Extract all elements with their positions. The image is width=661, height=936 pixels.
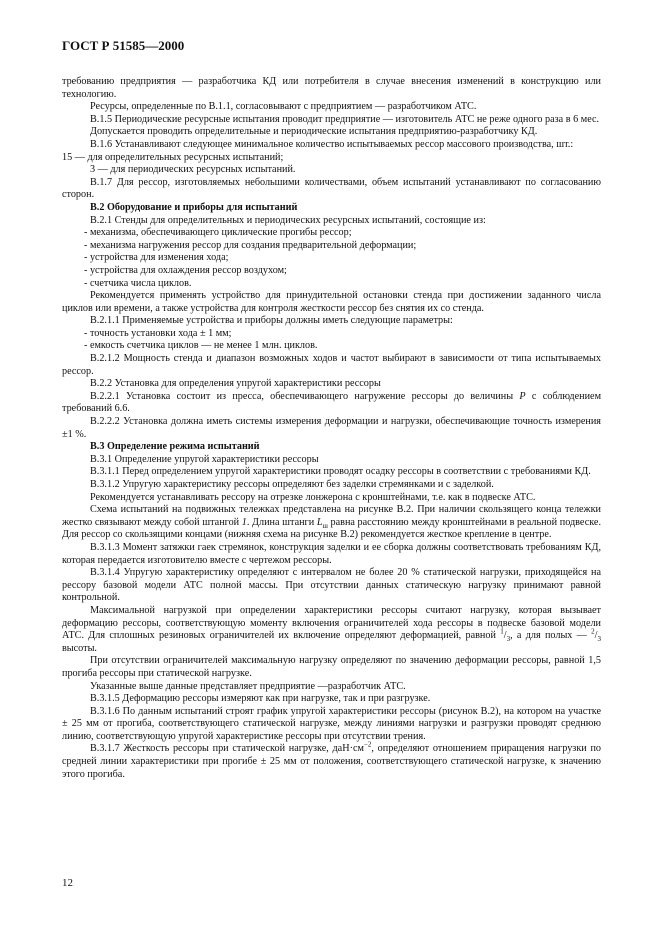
clause-b-3-1-3: В.3.1.3 Момент затяжки гаек стремянок, конструкция заделки и ее сборка должны соответствовать требованиям КД, которая передается изготовителю вместе с чертежом рессоры. [62, 541, 601, 566]
list-item: - механизма нагружения рессор для создания предварительной деформации; [84, 239, 417, 251]
paragraph: требованию предприятия — разработчика КД или потребителя в случае внесения изменений в конструкцию или технологию. [62, 76, 601, 100]
paragraph: Ресурсы, определенные по В.1.1, согласовывают с предприятием — разработчиком АТС. [90, 101, 477, 113]
clause-b-2-2-2: В.2.2.2 Установка должна иметь системы измерения деформации и нагрузки, обеспечивающие точность измерения ±1 %. [62, 416, 601, 440]
section-heading-b-2: В.2 Оборудование и приборы для испытаний [90, 201, 298, 213]
section-heading-b-3: В.3 Определение режима испытаний [90, 441, 260, 453]
list-item: - устройства для охлаждения рессор воздухом; [84, 264, 287, 276]
clause-b-1-5: В.1.5 Периодические ресурсные испытания проводит предприятие — изготовитель АТС не реже одного раза в 6 мес. [90, 113, 600, 125]
clause-b-3-1-7: В.3.1.7 Жесткость рессоры при статической нагрузке, $даН\cdot см^{-2}$, определяют отношением приращения нагрузки по средней линии характеристики при прогибе ± 25 мм от положения, соответствующего статической нагрузке, к значению этого прогиба. [62, 741, 602, 780]
paragraph: 3 — для периодических ресурсных испытаний. [90, 164, 296, 176]
clause-b-3-1-5: В.3.1.5 Деформацию рессоры измеряют как при нагрузке, так и при разгрузке. [90, 693, 431, 705]
list-item: - емкость счетчика циклов — не менее 1 млн. циклов. [84, 340, 318, 352]
list-item: - устройства для изменения хода; [84, 252, 229, 264]
clause-b-2-1-1: В.2.1.1 Применяемые устройства и приборы должны иметь следующие параметры: [90, 315, 453, 327]
paragraph: При отсутствии ограничителей максимальную нагрузку определяют по значению деформации рессоры, равной 1,5 прогиба рессоры при статической нагрузке. [62, 655, 601, 679]
paragraph: Допускается проводить определительные и периодические испытания предприятию-разработчику КД. [90, 126, 538, 138]
paragraph: Указанные выше данные представляет предприятие —разработчик АТС. [90, 680, 406, 692]
paragraph: Рекомендуется применять устройство для принудительной остановки стенда при достижении заданного числа циклов или времени, а также устройства для контроля жесткости рессор без снятия их со стенда. [62, 290, 601, 314]
clause-b-2-1-2: В.2.1.2 Мощность стенда и диапазон возможных ходов и частот выбирают в зависимости от типа испытываемых рессор. [62, 353, 601, 377]
clause-b-3-1: В.3.1 Определение упругой характеристики рессоры [90, 453, 319, 465]
paragraph: Схема испытаний на подвижных тележках представлена на рисунке В.2. При наличии скользящего конца тележки жестко связывают между собой штангой 1. Длина штанги $L_ш$ равна расстоянию между кронштейнами в реальной подвеске. Для рессор со скользящими концами (нижняя схема на рисунке В.2) рекомендуется жесткое крепление в центре. [62, 504, 601, 541]
clause-b-3-1-1: В.3.1.1 Перед определением упругой характеристики проводят осадку рессоры в соответствии с требованиями КД. [90, 466, 591, 478]
list-item: - счетчика числа циклов. [84, 277, 192, 289]
clause-b-1-7: В.1.7 Для рессор, изготовляемых небольшими количествами, объем испытаний устанавливают по согласованию сторон. [62, 176, 601, 201]
page-number: 12 [62, 877, 73, 889]
clause-b-3-1-6: В.3.1.6 По данным испытаний строят график упругой характеристики рессоры (рисунок В.2), на котором на участке ± 25 мм от прогиба, соответствующего статической нагрузке, между линиями нагрузки и разгрузки проводят среднюю линию, соответствующую упругой характеристике рессоры при отсутствии трения. [62, 705, 601, 742]
paragraph: Максимальной нагрузкой при определении характеристики рессоры считают нагрузку, которая вызывает деформацию рессоры, соответствующую моменту включения ограничителей хода рессоры в подвеске базовой модели АТС. Для сплошных резиновых ограничителей их включение определяют деформацией, равной $^1/_3$, а для полых — $^2/_3$ высоты. [62, 604, 602, 654]
paragraph: Рекомендуется устанавливать рессору на отрезке лонжерона с кронштейнами, т.е. как в подвеске АТС. [90, 491, 536, 503]
clause-b-2-2-1: В.2.2.1 Установка состоит из пресса, обеспечивающего нагружение рессоры до величины P с соблюдением требований 6.6. [62, 390, 602, 415]
paragraph: 15 — для определительных ресурсных испытаний; [62, 151, 284, 163]
clause-b-1-6: В.1.6 Устанавливают следующее минимальное количество испытываемых рессор массового производства, шт.: [90, 138, 574, 150]
clause-b-2-1: В.2.1 Стенды для определительных и периодических ресурсных испытаний, состоящие из: [90, 214, 486, 226]
list-item: - механизма, обеспечивающего циклические прогибы рессор; [84, 227, 352, 239]
list-item: - точность установки хода ± 1 мм; [84, 327, 232, 339]
clause-b-3-1-4: В.3.1.4 Упругую характеристику определяют с интервалом не более 20 % статической нагрузки, приходящейся на рессору базовой модели АТС полной массы. При отсутствии данных статическую нагрузку принимают равной контрольной. [62, 567, 601, 604]
clause-b-3-1-2: В.3.1.2 Упругую характеристику рессоры определяют без заделки стремянками и с заделкой. [90, 479, 494, 490]
clause-b-2-2: В.2.2 Установка для определения упругой характеристики рессоры [90, 378, 381, 390]
document-header: ГОСТ Р 51585—2000 [62, 38, 185, 53]
